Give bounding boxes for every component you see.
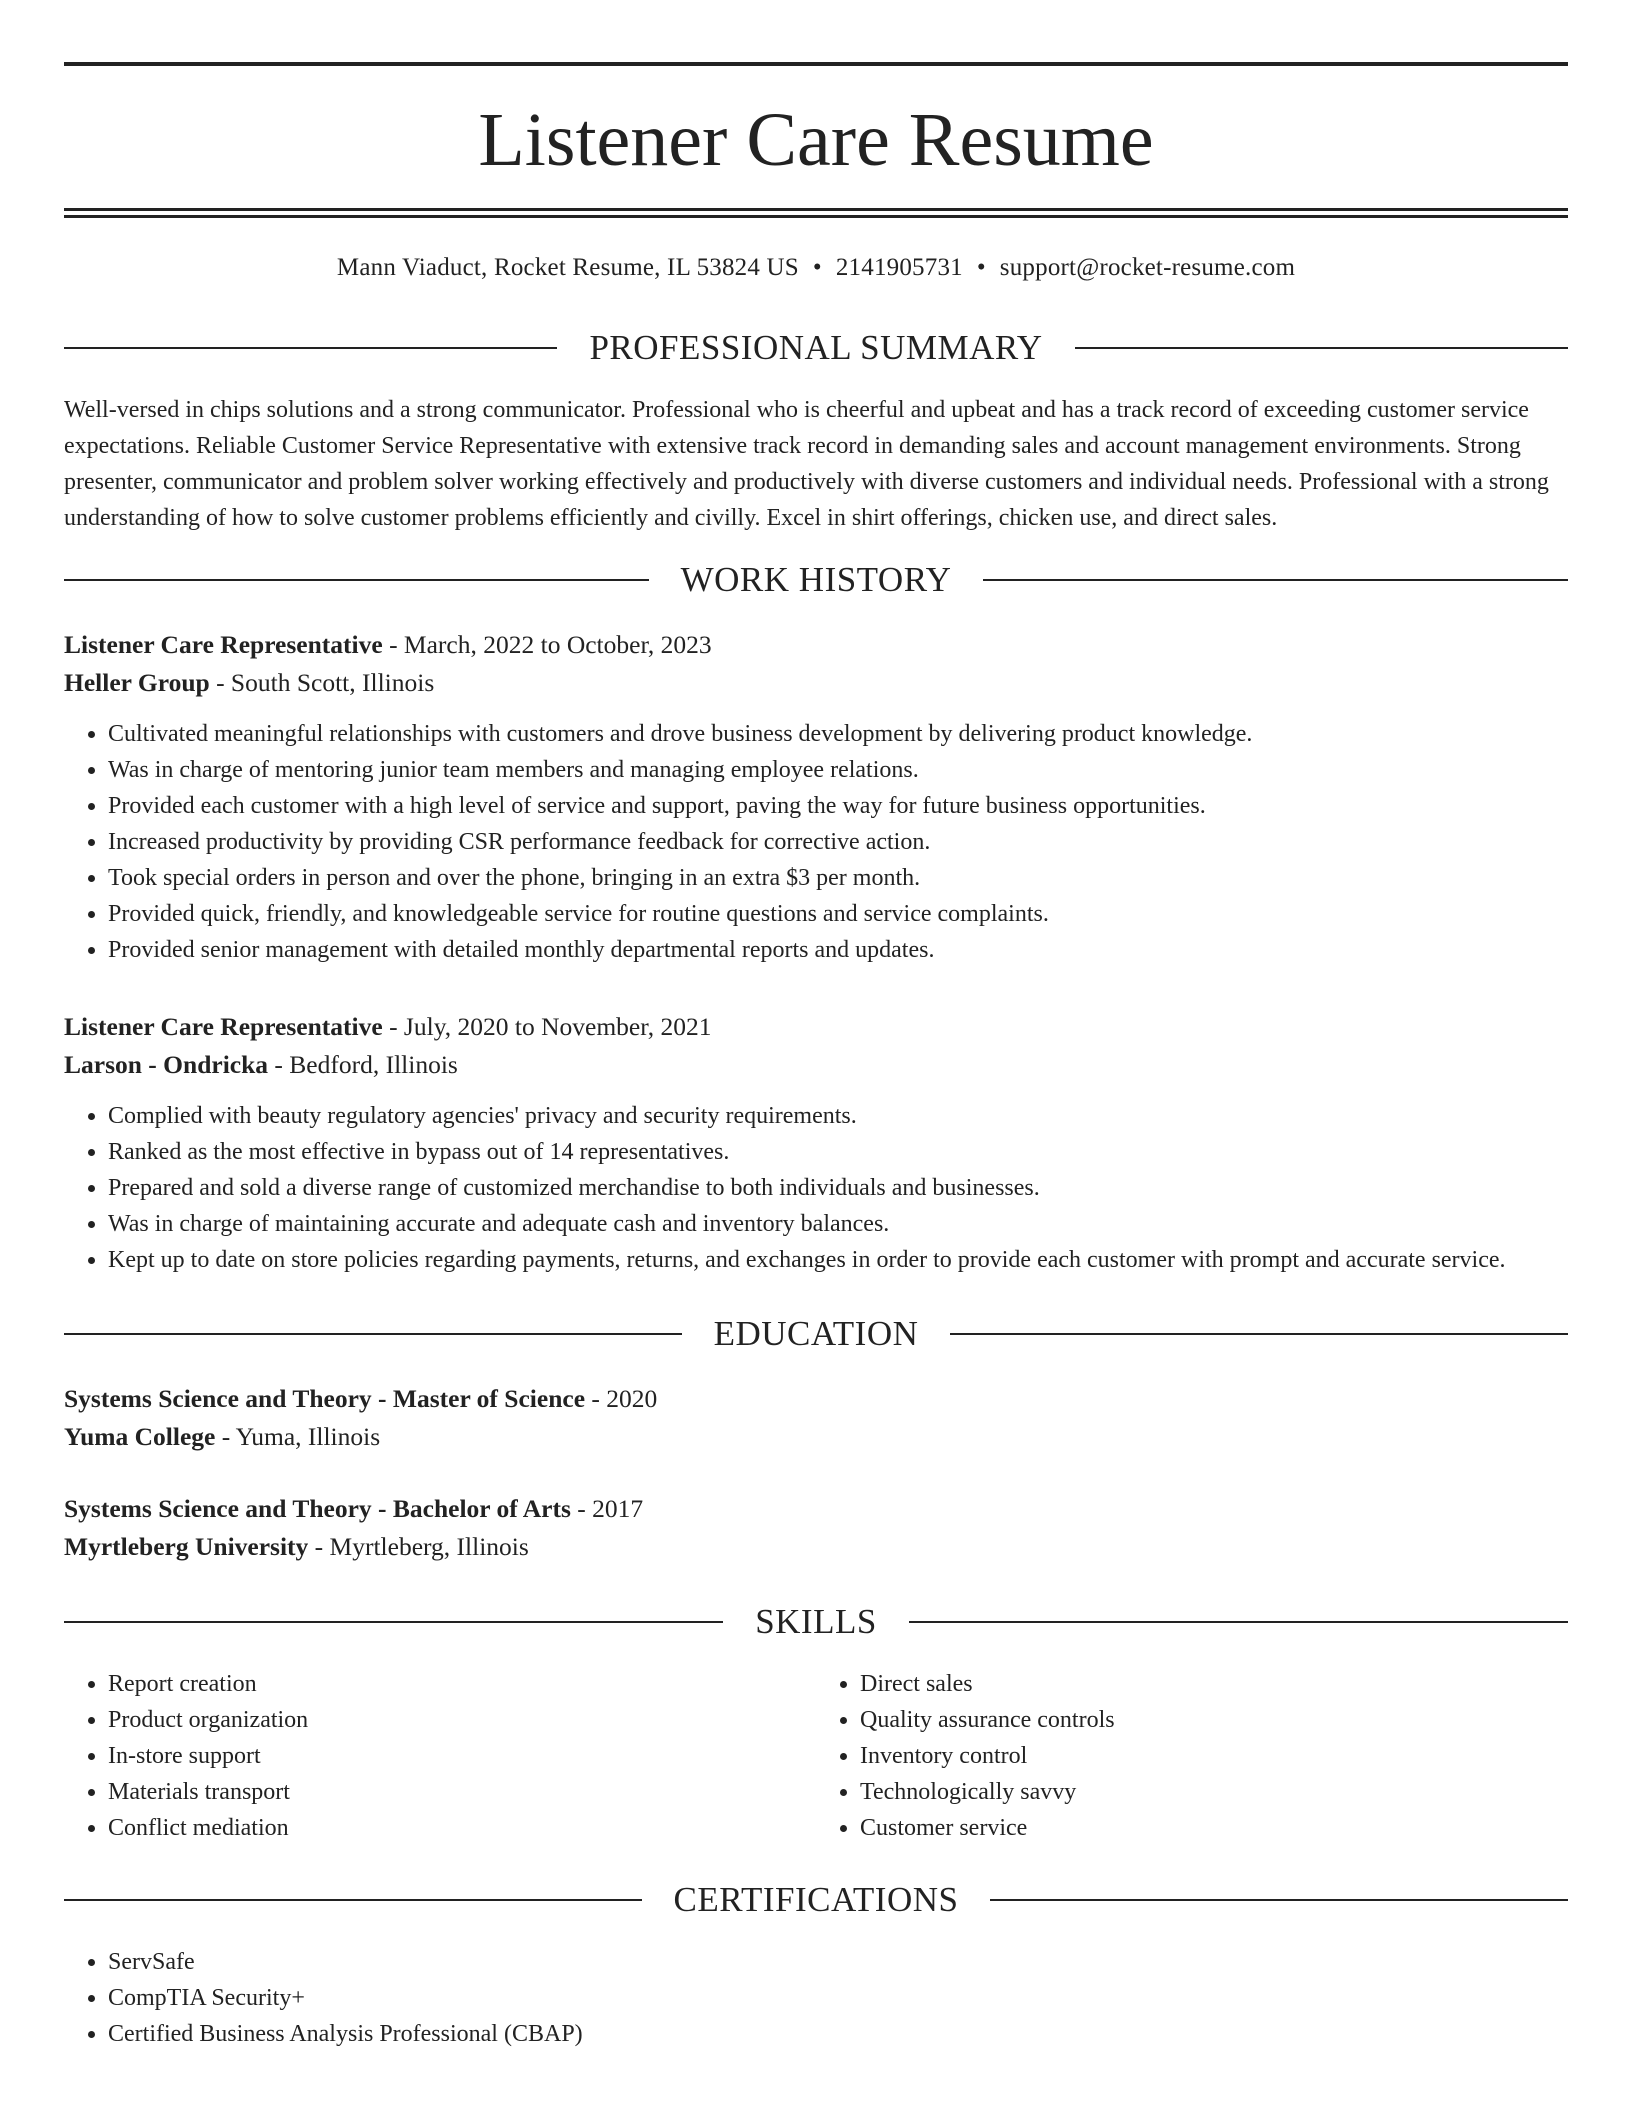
job-company-line [64, 1046, 1568, 1084]
section-title: PROFESSIONAL SUMMARY [589, 328, 1043, 367]
top-rule [64, 62, 1568, 66]
work-history [64, 626, 1568, 1278]
section-heading-work [64, 560, 1568, 600]
list-item: • Report creation [108, 1666, 816, 1702]
list-item: • Conflict mediation [108, 1810, 816, 1846]
school-line [64, 1528, 1568, 1566]
list-item: • Cultivated meaningful relationships with customers and drove business development by delivering product knowledge. [108, 716, 1568, 752]
list-item: • Technologically savvy [860, 1774, 1568, 1810]
graduation-year: - 2017 [570, 1494, 644, 1523]
section-title: CERTIFICATIONS [673, 1880, 959, 1919]
list-item: • Provided each customer with a high level of service and support, paving the way for future business opportunities. [108, 788, 1568, 824]
section-title: WORK HISTORY [680, 560, 952, 599]
heading-rule-right [1075, 347, 1568, 349]
list-item: • Kept up to date on store policies regarding payments, returns, and exchanges in order to provide each customer with prompt and accurate service. [108, 1242, 1568, 1278]
job-title: Listener Care Representative [64, 1012, 383, 1041]
heading-rule-left [64, 347, 557, 349]
degree-line [64, 1490, 1568, 1528]
title-double-rule [64, 208, 1568, 218]
list-item: • Complied with beauty regulatory agencies' privacy and security requirements. [108, 1098, 1568, 1134]
list-item: • Direct sales [860, 1666, 1568, 1702]
education-list [64, 1380, 1568, 1566]
heading-rule-right [990, 1899, 1568, 1901]
certifications-list [64, 1944, 1568, 2052]
job-bullets [64, 716, 1568, 968]
job-company: Heller Group [64, 668, 210, 697]
list-item: • CompTIA Security+ [108, 1980, 1568, 2016]
job-dates: - March, 2022 to October, 2023 [382, 630, 712, 659]
list-item: • Materials transport [108, 1774, 816, 1810]
school-location: - Myrtleberg, Illinois [308, 1532, 529, 1561]
list-item: • Was in charge of mentoring junior team members and managing employee relations. [108, 752, 1568, 788]
section-heading-certifications [64, 1880, 1568, 1920]
list-item: • Increased productivity by providing CSR performance feedback for corrective action. [108, 824, 1568, 860]
school-location: - Yuma, Illinois [215, 1422, 381, 1451]
job-location: - Bedford, Illinois [268, 1050, 458, 1079]
skills-columns [64, 1666, 1568, 1846]
summary-text: Well-versed in chips solutions and a strong communicator. Professional who is cheerful and upbeat and has a track record of exceeding customer service expectations. Reliable Customer Service Representative with extensive track record in demanding sales and account management environments. Strong presenter, communicator and problem solver working effectively and productively with diverse customers and individual needs. Professional with a strong understanding of how to solve customer problems efficiently and civilly. Excel in shirt offerings, chicken use, and direct sales. [64, 397, 1549, 531]
list-item: • Was in charge of maintaining accurate and adequate cash and inventory balances. [108, 1206, 1568, 1242]
list-item: • Ranked as the most effective in bypass out of 14 representatives. [108, 1134, 1568, 1170]
job-dates: - July, 2020 to November, 2021 [382, 1012, 712, 1041]
list-item: • Provided quick, friendly, and knowledgeable service for routine questions and service complaints. [108, 896, 1568, 932]
school: Myrtleberg University [64, 1532, 309, 1561]
list-item: • In-store support [108, 1738, 816, 1774]
job-title-line [64, 1008, 1568, 1046]
degree: Systems Science and Theory - Master of Science [64, 1384, 586, 1413]
education-entry [64, 1380, 1568, 1456]
job-company-line [64, 664, 1568, 702]
contact-phone: 2141905731 [835, 254, 963, 281]
section-heading-skills [64, 1602, 1568, 1642]
education-entry [64, 1490, 1568, 1566]
section-heading-education [64, 1314, 1568, 1354]
list-item: • Took special orders in person and over the phone, bringing in an extra $3 per month. [108, 860, 1568, 896]
job-company: Larson - Ondricka [64, 1050, 269, 1079]
contact-address: Mann Viaduct, Rocket Resume, IL 53824 US [336, 254, 799, 281]
skills-right-column [816, 1666, 1568, 1846]
section-title: EDUCATION [713, 1314, 919, 1353]
contact-line [64, 254, 1568, 282]
page-title: Listener Care Resume [478, 98, 1154, 182]
heading-rule-left [64, 1333, 682, 1335]
job-location: - South Scott, Illinois [209, 668, 435, 697]
heading-rule-left [64, 1899, 642, 1901]
list-item: • Certified Business Analysis Professional (CBAP) [108, 2016, 1568, 2052]
job-title-line [64, 626, 1568, 664]
list-item: • Product organization [108, 1702, 816, 1738]
heading-rule-left [64, 1621, 723, 1623]
job-entry [64, 1008, 1568, 1278]
school: Yuma College [64, 1422, 216, 1451]
heading-rule-right [950, 1333, 1568, 1335]
list-item: • ServSafe [108, 1944, 1568, 1980]
heading-rule-left [64, 579, 649, 581]
contact-separator: • [976, 254, 986, 281]
contact-email: support@rocket-resume.com [999, 254, 1296, 281]
list-item: • Prepared and sold a diverse range of customized merchandise to both individuals and businesses. [108, 1170, 1568, 1206]
list-item: • Quality assurance controls [860, 1702, 1568, 1738]
list-item: • Customer service [860, 1810, 1568, 1846]
contact-separator: • [812, 254, 822, 281]
degree-line [64, 1380, 1568, 1418]
graduation-year: - 2020 [585, 1384, 658, 1413]
resume-page [64, 0, 1568, 2052]
job-entry [64, 626, 1568, 968]
job-title: Listener Care Representative [64, 630, 383, 659]
job-bullets [64, 1098, 1568, 1278]
school-line [64, 1418, 1568, 1456]
certifications-bullets [64, 1944, 1568, 2052]
degree: Systems Science and Theory - Bachelor of Arts [64, 1494, 571, 1523]
heading-rule-right [909, 1621, 1568, 1623]
heading-rule-right [983, 579, 1568, 581]
list-item: • Provided senior management with detailed monthly departmental reports and updates. [108, 932, 1568, 968]
section-title: SKILLS [755, 1602, 877, 1641]
list-item: • Inventory control [860, 1738, 1568, 1774]
skills-left-column [64, 1666, 816, 1846]
section-heading-summary [64, 328, 1568, 368]
